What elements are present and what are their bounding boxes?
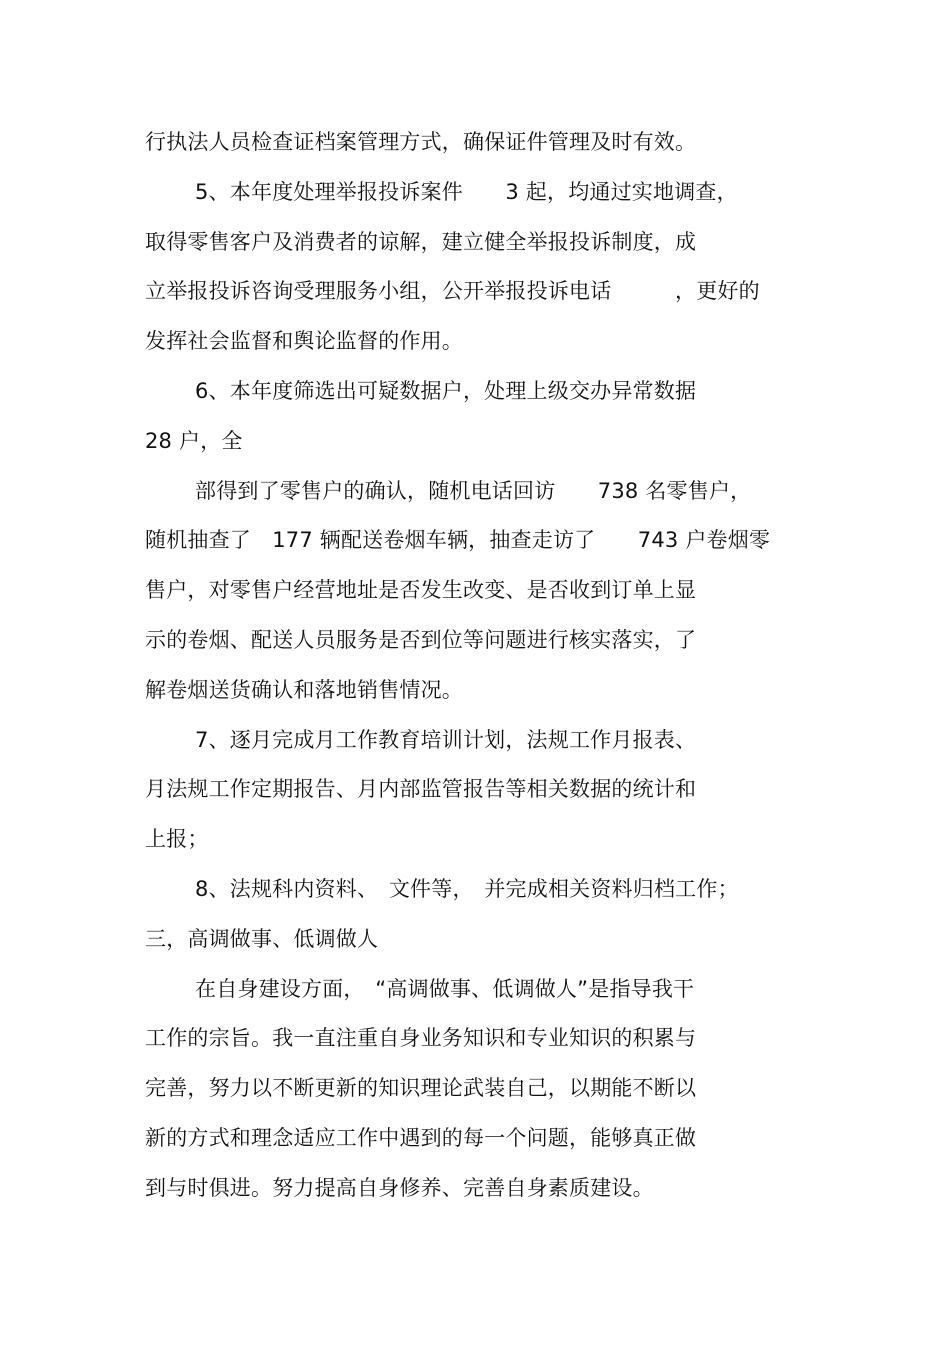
text-line: 售户，对零售户经营地址是否发生改变、是否收到订单上显 <box>145 578 697 602</box>
text-line: 到与时俱进。努力提高自身修养、完善自身素质建设。 <box>145 1176 654 1200</box>
text-line: 28 户，全 <box>145 429 243 453</box>
text-line: 6、本年度筛选出可疑数据户，处理上级交办异常数据 <box>195 379 697 403</box>
text-line: 解卷烟送货确认和落地销售情况。 <box>145 678 463 702</box>
text-line: 上报； <box>145 827 209 851</box>
text-line: 在自身建设方面， “高调做事、低调做人”是指导我干 <box>195 977 695 1001</box>
text-line: 部得到了零售户的确认，随机电话回访 738 名零售户， <box>195 479 752 503</box>
text-line: 8、法规科内资料、 文件等， 并完成相关资料归档工作； <box>195 877 739 901</box>
text-line: 取得零售客户及消费者的谅解，建立健全举报投诉制度，成 <box>145 230 697 254</box>
text-line: 发挥社会监督和舆论监督的作用。 <box>145 329 463 353</box>
text-line: 7、逐月完成月工作教育培训计划，法规工作月报表、 <box>195 728 697 752</box>
text-line: 示的卷烟、配送人员服务是否到位等问题进行核实落实，了 <box>145 628 697 652</box>
text-line: 月法规工作定期报告、月内部监管报告等相关数据的统计和 <box>145 777 697 801</box>
text-line: 工作的宗旨。我一直注重自身业务知识和专业知识的积累与 <box>145 1026 697 1050</box>
text-line: 随机抽查了 177 辆配送卷烟车辆，抽查走访了 743 户卷烟零 <box>145 528 771 552</box>
text-line: 立举报投诉咨询受理服务小组，公开举报投诉电话 ，更好的 <box>145 279 760 303</box>
text-line: 完善，努力以不断更新的知识理论武装自己，以期能不断以 <box>145 1076 697 1100</box>
text-line: 行执法人员检查证档案管理方式，确保证件管理及时有效。 <box>145 130 697 154</box>
text-line: 新的方式和理念适应工作中遇到的每一个问题，能够真正做 <box>145 1126 697 1150</box>
section-heading: 三，高调做事、低调做人 <box>145 927 379 951</box>
text-line: 5、本年度处理举报投诉案件 3 起，均通过实地调查， <box>195 180 738 204</box>
